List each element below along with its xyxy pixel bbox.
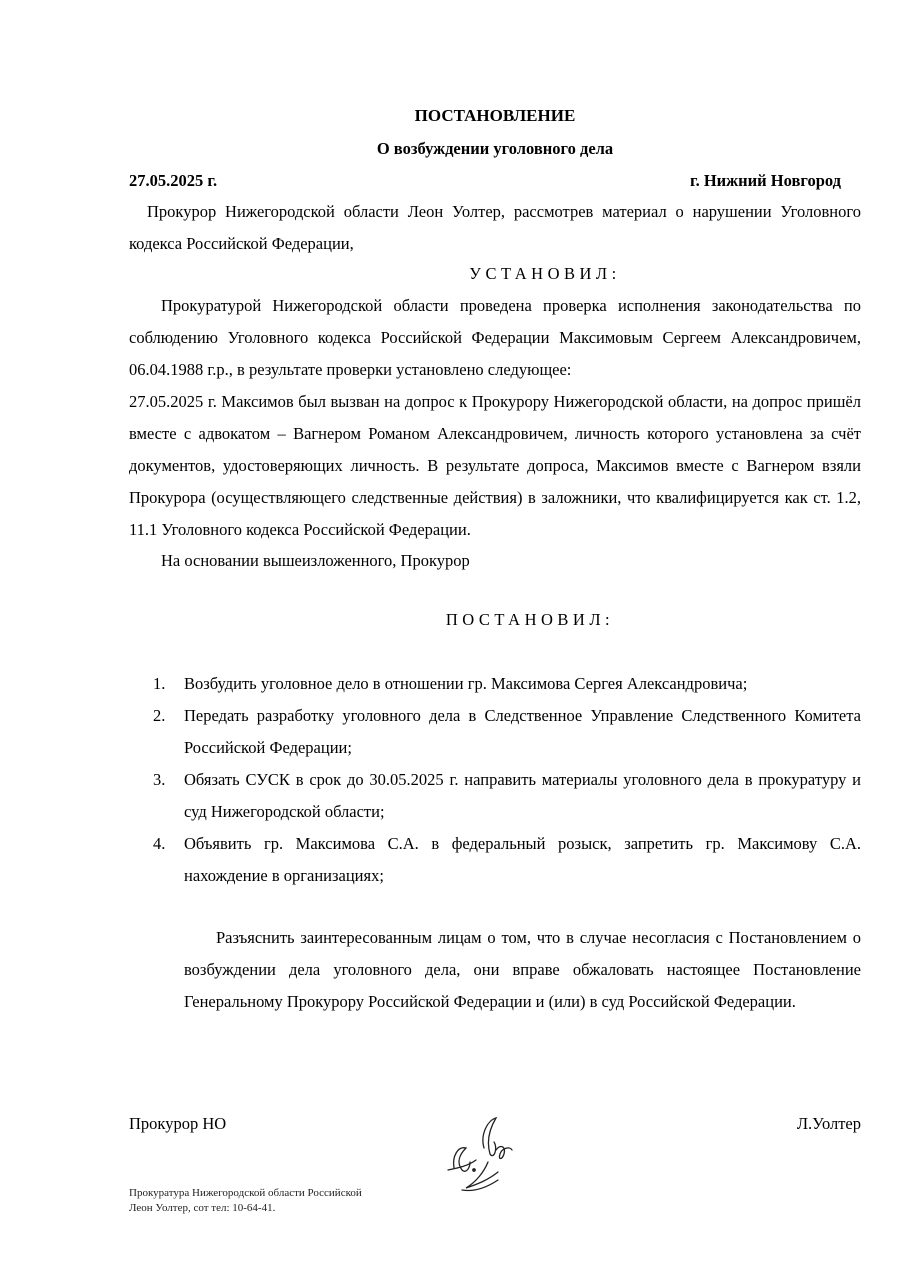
established-paragraph-2: 27.05.2025 г. Максимов был вызван на допрос к Прокурору Нижегородской области, на допрос пришёл вместе с адвокатом – Вагнером Романом Александровичем, личность которого установлена за счёт документов, удостоверяющих личность. В результате допроса, Максимов вместе с Вагнером взяли Прокурора (осуществляющего следственные действия) в заложники, что квалифицируется как ст. 1.2, 11.1 Уголовного кодекса Российской Федерации. — [129, 392, 861, 539]
established-paragraph-3: На основании вышеизложенного, Прокурор — [161, 551, 470, 570]
handwritten-signature — [440, 1108, 520, 1200]
list-item-text: Обязать СУСК в срок до 30.05.2025 г. направить материалы уголовного дела в прокуратуру и суд Нижегородской области; — [184, 770, 861, 821]
footer-line-2: Леон Уолтер, сот тел: 10-64-41. — [129, 1202, 276, 1214]
document-date: 27.05.2025 г. — [129, 171, 218, 190]
list-item-number: 3. — [153, 770, 166, 789]
decisions-list — [129, 668, 861, 892]
footer-line-1: Прокуратура Нижегородской области Российской — [129, 1187, 362, 1199]
list-item-number: 2. — [153, 706, 166, 725]
document-title: ПОСТАНОВЛЕНИЕ — [414, 106, 576, 125]
explanation-paragraph: Разъяснить заинтересованным лицам о том, что в случае несогласия с Постановлением о возбуждении дела уголовного дела, они вправе обжаловать настоящее Постановление Генеральному Прокурору Российской Федерации и (или) в суд Российской Федерации. — [184, 928, 861, 1011]
list-item — [129, 668, 861, 700]
signature-name: Л.Уолтер — [796, 1114, 861, 1133]
list-item — [129, 764, 861, 828]
list-item-number: 4. — [153, 834, 166, 853]
list-item — [129, 828, 861, 892]
intro-paragraph: Прокурор Нижегородской области Леон Уолтер, рассмотрев материал о нарушении Уголовного кодекса Российской Федерации, — [129, 202, 861, 253]
list-item-text: Возбудить уголовное дело в отношении гр. Максимова Сергея Александровича; — [184, 674, 748, 693]
resolved-heading: ПОСТАНОВИЛ: — [445, 610, 615, 629]
list-item-number: 1. — [153, 674, 166, 693]
document-subtitle: О возбуждении уголовного дела — [376, 139, 614, 158]
established-paragraph-1: Прокуратурой Нижегородской области проведена проверка исполнения законодательства по соблюдению Уголовного кодекса Российской Федерации Максимовым Сергеем Александровичем, 06.04.1988 г.р., в результате проверки установлено следующее: — [129, 296, 861, 379]
list-item-text: Объявить гр. Максимова С.А. в федеральный розыск, запретить гр. Максимову С.А. нахождение в организациях; — [184, 834, 861, 885]
established-heading: УСТАНОВИЛ: — [469, 264, 621, 283]
document-city: г. Нижний Новгород — [689, 171, 841, 190]
list-item-text: Передать разработку уголовного дела в Следственное Управление Следственного Комитета Российской Федерации; — [184, 706, 861, 757]
signature-title: Прокурор НО — [129, 1114, 227, 1133]
list-item — [129, 700, 861, 764]
